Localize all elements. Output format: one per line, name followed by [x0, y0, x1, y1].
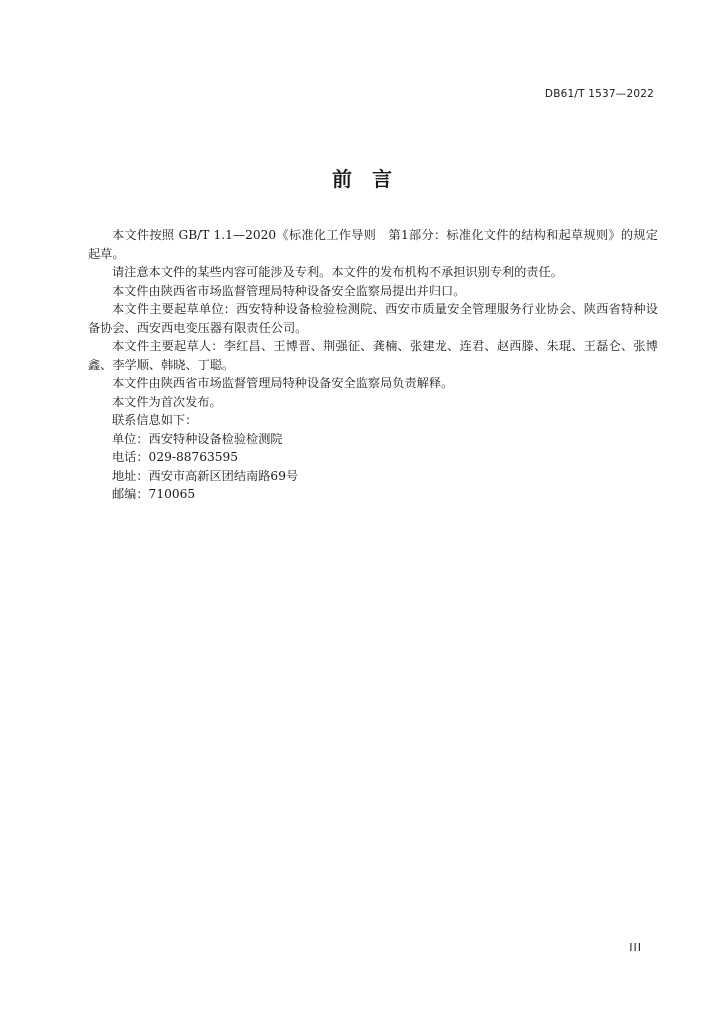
paragraph-drafters: 本文件主要起草人：李红昌、王博晋、荆强征、龚楠、张建龙、连君、赵西滕、朱琨、王磊仑、张博鑫、李学顺、韩晓、丁聪。	[88, 339, 658, 372]
contact-unit: 单位：西安特种设备检验检测院	[112, 431, 283, 446]
paragraph-first-release: 本文件为首次发布。	[112, 394, 222, 409]
paragraph-drafting-units: 本文件主要起草单位：西安特种设备检验检测院、西安市质量安全管理服务行业协会、陕西省特种设备协会、西安西电变压器有限责任公司。	[88, 302, 658, 335]
contact-postcode: 邮编：710065	[112, 487, 196, 501]
paragraph-contact-heading: 联系信息如下：	[112, 413, 198, 427]
paragraph-patent-notice: 请注意本文件的某些内容可能涉及专利。本文件的发布机构不承担识别专利的责任。	[112, 265, 563, 279]
doc-code: DB61/T 1537—2022	[544, 88, 654, 100]
page-title: 前 言	[332, 167, 392, 191]
paragraph-drafting-rules: 本文件按照 GB/T 1.1—2020《标准化工作导则 第1部分：标准化文件的结构和起草规则》的规定起草。	[88, 228, 658, 261]
page-number: III	[629, 941, 642, 954]
foreword-body	[88, 226, 658, 504]
contact-phone: 电话：029-88763595	[112, 450, 238, 464]
contact-address: 地址：西安市高新区团结南路69号	[112, 468, 299, 483]
paragraph-proposer: 本文件由陕西省市场监督管理局特种设备安全监察局提出并归口。	[112, 283, 466, 298]
paragraph-interpretation: 本文件由陕西省市场监督管理局特种设备安全监察局负责解释。	[112, 376, 454, 390]
